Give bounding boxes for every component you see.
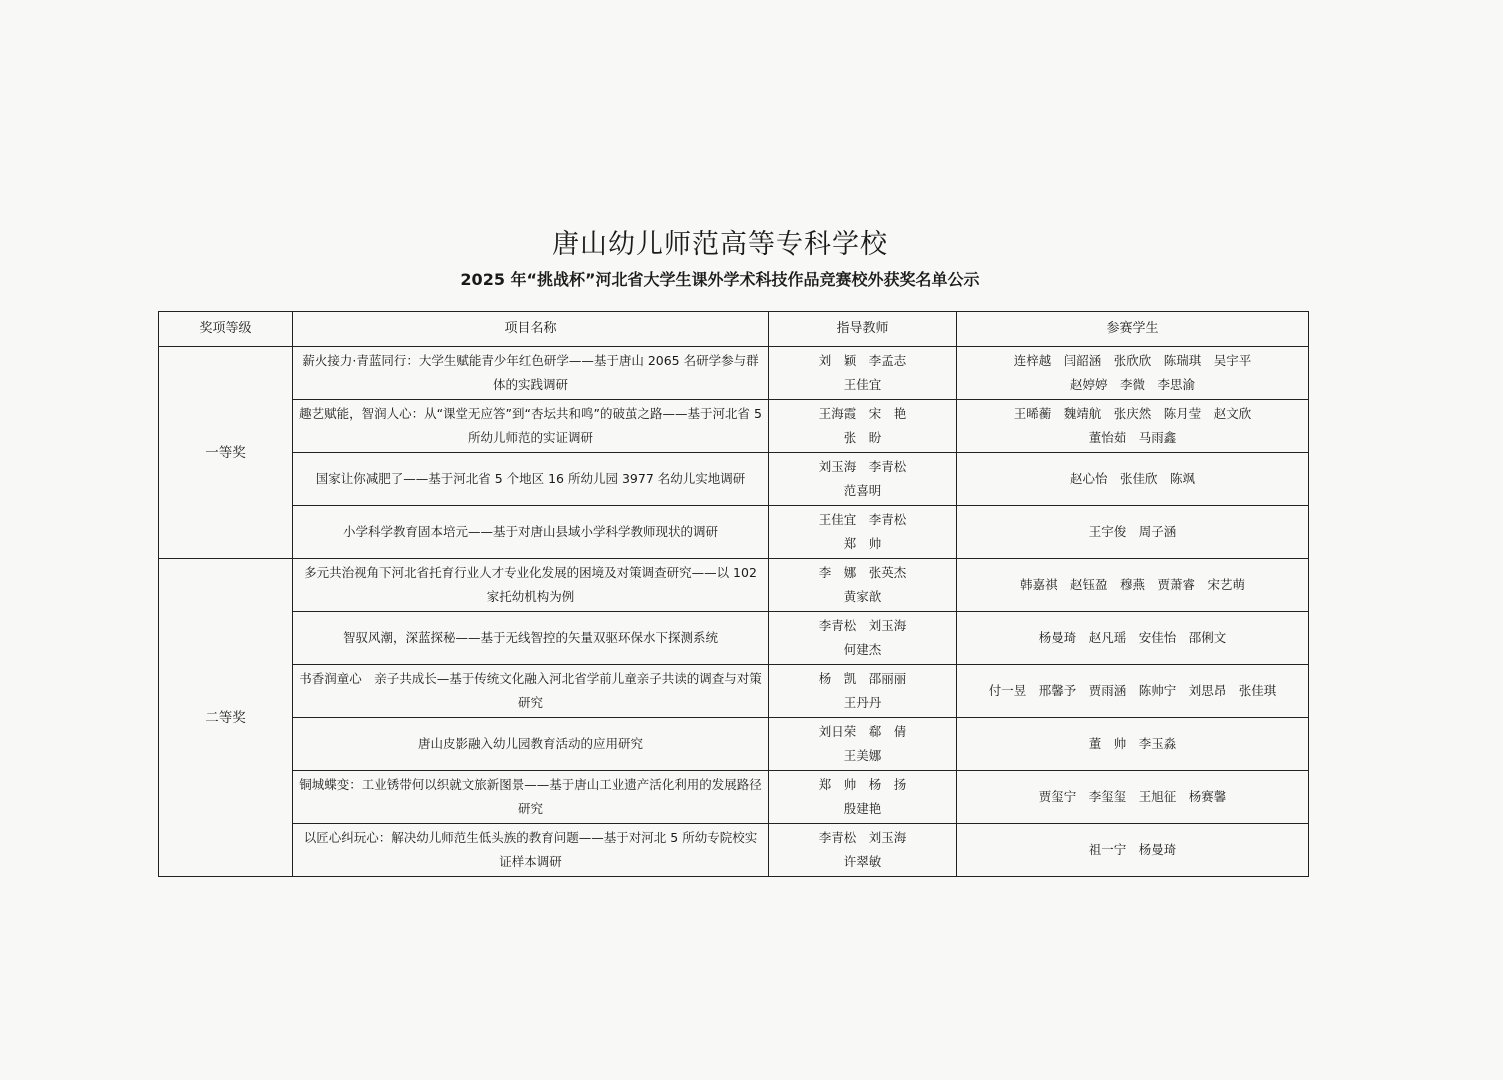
- teachers-cell: [769, 400, 957, 453]
- students-cell: [957, 665, 1309, 718]
- teacher-names-line: 殷建艳: [843, 801, 882, 816]
- teachers-cell: [769, 665, 957, 718]
- teacher-names-line: 王海霞 宋 艳: [818, 406, 907, 421]
- student-names-line: 赵心怡 张佳欣 陈飒: [1069, 471, 1195, 486]
- awards-table: [158, 311, 1309, 877]
- teacher-names-line: 王佳宜: [843, 377, 882, 392]
- student-names-line: 韩嘉祺 赵钰盈 穆燕 贾萧睿 宋艺萌: [1019, 577, 1245, 592]
- teacher-names-line: 郑 帅 杨 扬: [818, 777, 907, 792]
- teacher-names-line: 王佳宜 李青松: [818, 512, 907, 527]
- teachers-cell: [769, 771, 957, 824]
- table-row: [159, 400, 1309, 453]
- project-name-cell: 智驭风潮，深蓝探秘——基于无线智控的矢量双驱环保水下探测系统: [293, 612, 769, 665]
- teacher-names-line: 杨 凯 邵丽丽: [818, 671, 907, 686]
- student-names-line: 董 帅 李玉淼: [1088, 736, 1177, 751]
- student-names-line: 董怡茹 马雨鑫: [1088, 430, 1177, 445]
- document-subtitle: 2025 年“挑战杯”河北省大学生课外学术科技作品竞赛校外获奖名单公示: [460, 270, 980, 289]
- column-header-teachers: 指导教师: [769, 312, 957, 347]
- project-name-cell: 唐山皮影融入幼儿园教育活动的应用研究: [293, 718, 769, 771]
- teacher-names-line: 范喜明: [843, 483, 882, 498]
- students-cell: [957, 718, 1309, 771]
- students-cell: [957, 347, 1309, 400]
- student-names-line: 王宇俊 周子涵: [1088, 524, 1177, 539]
- document-title: 唐山幼儿师范高等专科学校: [552, 229, 888, 260]
- student-names-line: 杨曼琦 赵凡瑶 安佳怡 邵俐文: [1038, 630, 1227, 645]
- teacher-names-line: 黄家歆: [843, 589, 882, 604]
- award-level-cell: 一等奖: [159, 347, 293, 559]
- project-name-cell: 多元共治视角下河北省托育行业人才专业化发展的困境及对策调查研究——以 102 家托幼机构为例: [293, 559, 769, 612]
- teachers-cell: [769, 347, 957, 400]
- project-name-cell: 铜城蝶变：工业锈带何以织就文旅新图景——基于唐山工业遗产活化利用的发展路径研究: [293, 771, 769, 824]
- teacher-names-line: 刘玉海 李青松: [818, 459, 907, 474]
- teachers-cell: [769, 453, 957, 506]
- student-names-line: 付一昱 邢馨予 贾雨涵 陈帅宁 刘思昂 张佳琪: [988, 683, 1277, 698]
- teacher-names-line: 李 娜 张英杰: [818, 565, 907, 580]
- teacher-names-line: 刘日荣 郗 倩: [818, 724, 907, 739]
- column-header-project: 项目名称: [293, 312, 769, 347]
- table-header-row: [159, 312, 1309, 347]
- student-names-line: 贾玺宁 李玺玺 王旭征 杨赛馨: [1038, 789, 1227, 804]
- teacher-names-line: 刘 颖 李孟志: [818, 353, 907, 368]
- table-row: [159, 771, 1309, 824]
- teachers-cell: [769, 506, 957, 559]
- teachers-cell: [769, 559, 957, 612]
- student-names-line: 连梓越 闫韶涵 张欣欣 陈瑞琪 吴宇平: [1013, 353, 1252, 368]
- table-row: [159, 506, 1309, 559]
- teacher-names-line: 郑 帅: [843, 536, 882, 551]
- project-name-cell: 趣艺赋能，智润人心：从“课堂无应答”到“杏坛共和鸣”的破茧之路——基于河北省 5 所幼儿师范的实证调研: [293, 400, 769, 453]
- table-row: [159, 612, 1309, 665]
- students-cell: [957, 506, 1309, 559]
- table-row: [159, 347, 1309, 400]
- teacher-names-line: 许翠敏: [843, 854, 882, 869]
- teacher-names-line: 王丹丹: [843, 695, 882, 710]
- teacher-names-line: 何建杰: [843, 642, 882, 657]
- project-name-cell: 薪火接力·青蓝同行：大学生赋能青少年红色研学——基于唐山 2065 名研学参与群体的实践调研: [293, 347, 769, 400]
- teacher-names-line: 李青松 刘玉海: [818, 830, 907, 845]
- project-name-cell: 以匠心纠玩心：解决幼儿师范生低头族的教育问题——基于对河北 5 所幼专院校实证样本调研: [293, 824, 769, 877]
- student-names-line: 赵婷婷 李微 李思渝: [1069, 377, 1195, 392]
- teacher-names-line: 张 盼: [843, 430, 882, 445]
- project-name-cell: 国家让你减肥了——基于河北省 5 个地区 16 所幼儿园 3977 名幼儿实地调研: [293, 453, 769, 506]
- students-cell: [957, 824, 1309, 877]
- teachers-cell: [769, 824, 957, 877]
- column-header-students: 参赛学生: [957, 312, 1309, 347]
- teacher-names-line: 李青松 刘玉海: [818, 618, 907, 633]
- student-names-line: 祖一宁 杨曼琦: [1088, 842, 1177, 857]
- teacher-names-line: 王美娜: [843, 748, 882, 763]
- students-cell: [957, 612, 1309, 665]
- table-row: [159, 718, 1309, 771]
- table-row: [159, 453, 1309, 506]
- students-cell: [957, 400, 1309, 453]
- project-name-cell: 书香润童心 亲子共成长—基于传统文化融入河北省学前儿童亲子共读的调查与对策研究: [293, 665, 769, 718]
- project-name-cell: 小学科学教育固本培元——基于对唐山县域小学科学教师现状的调研: [293, 506, 769, 559]
- teachers-cell: [769, 718, 957, 771]
- teachers-cell: [769, 612, 957, 665]
- table-row: [159, 665, 1309, 718]
- table-row: [159, 559, 1309, 612]
- students-cell: [957, 771, 1309, 824]
- table-body: [159, 347, 1309, 877]
- student-names-line: 王晞蘅 魏靖航 张庆然 陈月莹 赵文欣: [1013, 406, 1252, 421]
- table-row: [159, 824, 1309, 877]
- column-header-level: 奖项等级: [159, 312, 293, 347]
- students-cell: [957, 453, 1309, 506]
- award-level-cell: 二等奖: [159, 559, 293, 877]
- students-cell: [957, 559, 1309, 612]
